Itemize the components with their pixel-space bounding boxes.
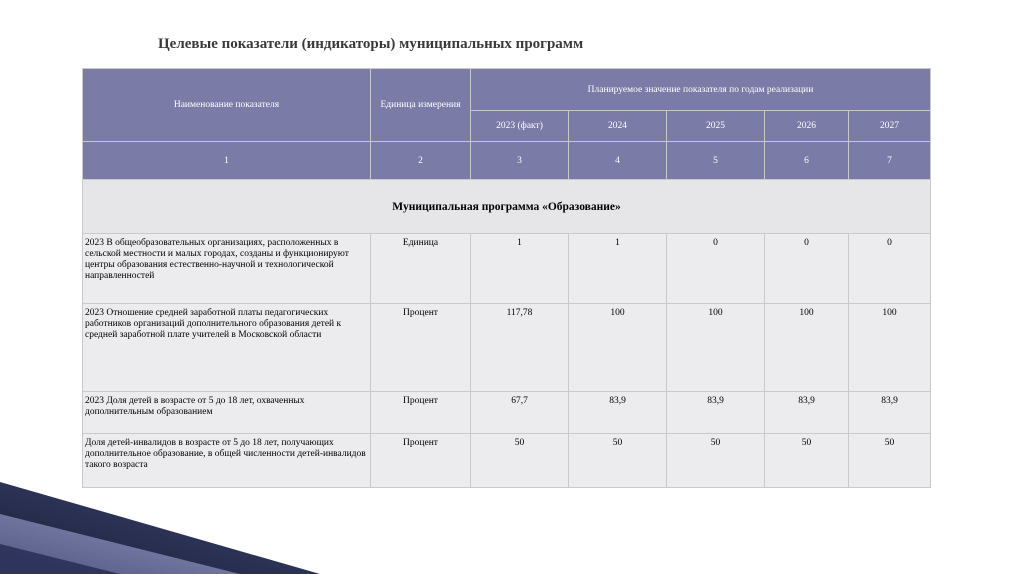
indicator-value: 0: [667, 234, 765, 304]
header-year: 2025: [667, 111, 765, 142]
indicator-value: 0: [765, 234, 849, 304]
indicator-name: 2023 Отношение средней заработной платы педагогических работников организаций дополнительного образования детей к средней заработной плате учителей в Московской области: [83, 304, 371, 392]
indicator-value: 100: [765, 304, 849, 392]
indicator-value: 117,78: [471, 304, 569, 392]
indicator-unit: Процент: [371, 304, 471, 392]
header-name-column: Наименование показателя: [83, 69, 371, 142]
section-title: Муниципальная программа «Образование»: [83, 180, 931, 234]
column-number: 1: [83, 142, 371, 180]
column-number: 7: [849, 142, 931, 180]
indicator-value: 83,9: [765, 392, 849, 434]
indicator-value: 100: [667, 304, 765, 392]
indicator-value: 67,7: [471, 392, 569, 434]
indicator-value: 50: [471, 434, 569, 488]
header-year: 2026: [765, 111, 849, 142]
indicator-value: 1: [471, 234, 569, 304]
column-number: 4: [569, 142, 667, 180]
indicator-value: 100: [569, 304, 667, 392]
indicator-name: 2023 Доля детей в возрасте от 5 до 18 лет, охваченных дополнительным образованием: [83, 392, 371, 434]
column-number: 3: [471, 142, 569, 180]
indicator-value: 100: [849, 304, 931, 392]
indicator-unit: Процент: [371, 392, 471, 434]
header-unit-column: Единица измерения: [371, 69, 471, 142]
indicator-value: 83,9: [667, 392, 765, 434]
indicator-unit: Процент: [371, 434, 471, 488]
indicator-unit: Единица: [371, 234, 471, 304]
indicator-value: 83,9: [849, 392, 931, 434]
indicator-value: 50: [667, 434, 765, 488]
decorative-corner-shape: [0, 474, 320, 574]
indicator-value: 1: [569, 234, 667, 304]
header-year: 2024: [569, 111, 667, 142]
indicator-value: 83,9: [569, 392, 667, 434]
page-title: Целевые показатели (индикаторы) муниципальных программ: [158, 36, 584, 52]
header-year: 2023 (факт): [471, 111, 569, 142]
header-planned-values: Планируемое значение показателя по годам реализации: [471, 69, 931, 111]
indicator-value: 50: [849, 434, 931, 488]
table-row: [83, 392, 931, 434]
column-number: 2: [371, 142, 471, 180]
column-number: 6: [765, 142, 849, 180]
indicator-value: 50: [569, 434, 667, 488]
indicators-table: [82, 68, 931, 488]
indicator-name: Доля детей-инвалидов в возрасте от 5 до 18 лет, получающих дополнительное образование, в общей численности детей-инвалидов такого возраста: [83, 434, 371, 488]
header-year: 2027: [849, 111, 931, 142]
table-row: [83, 304, 931, 392]
table-row: [83, 234, 931, 304]
indicator-name: 2023 В общеобразовательных организациях, расположенных в сельской местности и малых городах, созданы и функционируют центры образования естественно-научной и технологической направленностей: [83, 234, 371, 304]
column-number: 5: [667, 142, 765, 180]
indicator-value: 50: [765, 434, 849, 488]
indicator-value: 0: [849, 234, 931, 304]
